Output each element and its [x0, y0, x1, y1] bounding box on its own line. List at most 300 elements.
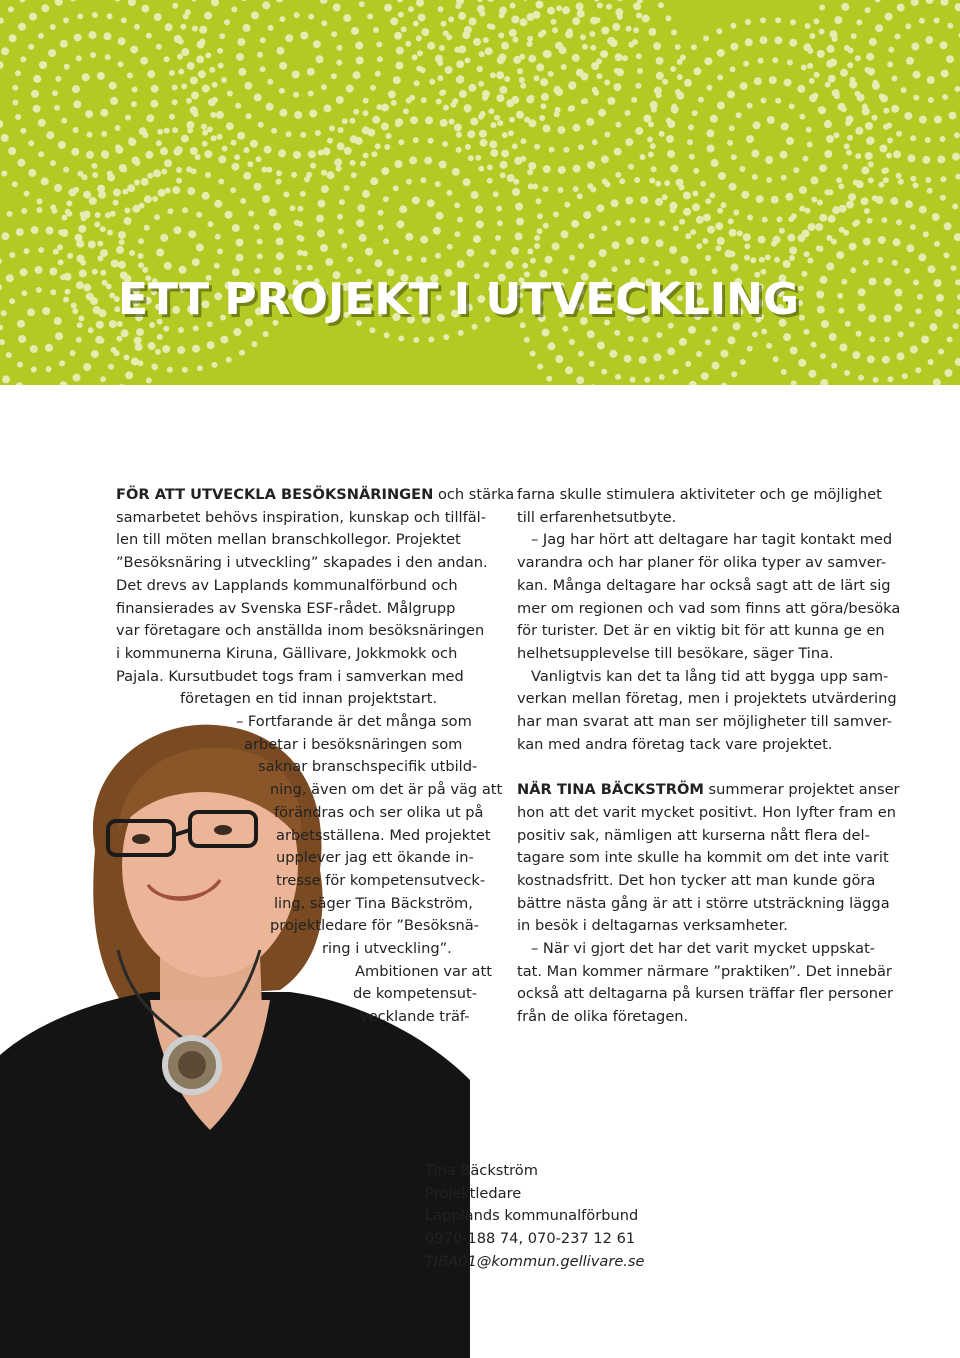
pattern-dot — [943, 252, 949, 258]
left-line: var företagare och anställda inom besöksnäringen — [116, 622, 485, 640]
pattern-dot — [121, 329, 129, 337]
left-line: Ambitionen var att — [355, 962, 492, 980]
pattern-dot — [111, 260, 119, 268]
pattern-dot — [204, 150, 212, 158]
pattern-dot — [911, 43, 919, 51]
pattern-dot — [276, 252, 284, 260]
pattern-dot — [836, 251, 844, 259]
pattern-dot — [309, 110, 317, 118]
pattern-dot — [615, 172, 621, 178]
pattern-dot — [28, 140, 34, 146]
pattern-dot — [236, 254, 244, 262]
pattern-dot — [527, 248, 533, 254]
pattern-dot — [793, 167, 799, 173]
pattern-dot — [384, 4, 392, 12]
pattern-dot — [416, 35, 422, 41]
pattern-dot — [527, 36, 533, 42]
pattern-dot — [237, 38, 245, 46]
pattern-dot — [684, 79, 692, 87]
pattern-dot — [244, 147, 250, 153]
pattern-dot — [164, 262, 172, 270]
pattern-dot — [687, 139, 693, 145]
pattern-dot — [182, 207, 188, 213]
pattern-dot — [89, 31, 97, 39]
pattern-dot — [720, 350, 728, 358]
pattern-dot — [246, 113, 252, 119]
pattern-dot — [758, 236, 766, 244]
pattern-dot — [887, 61, 893, 67]
pattern-dot — [205, 172, 211, 178]
pattern-dot — [443, 334, 449, 340]
pattern-dot — [819, 214, 827, 222]
pattern-dot — [96, 321, 104, 329]
pattern-dot — [91, 350, 99, 358]
pattern-dot — [243, 172, 251, 180]
pattern-dot — [118, 37, 126, 45]
pattern-dot — [728, 336, 736, 344]
pattern-dot — [35, 266, 43, 274]
pattern-dot — [944, 222, 952, 230]
pattern-dot — [443, 105, 449, 111]
pattern-dot — [493, 191, 499, 197]
pattern-dot — [279, 88, 285, 94]
pattern-dot — [640, 196, 648, 204]
pattern-dot — [191, 91, 199, 99]
pattern-dot — [478, 81, 484, 87]
pattern-dot — [95, 336, 103, 344]
pattern-dot — [329, 125, 335, 131]
pattern-dot — [119, 164, 127, 172]
pattern-dot — [452, 98, 458, 104]
pattern-dot — [886, 153, 892, 159]
pattern-dot — [707, 145, 715, 153]
pattern-dot — [117, 336, 123, 342]
pattern-dot — [266, 167, 272, 173]
pattern-dot — [48, 49, 56, 57]
left-line: företagen en tid innan projektstart. — [180, 690, 438, 708]
pattern-dot — [827, 45, 835, 53]
pattern-dot — [475, 155, 481, 161]
pattern-dot — [227, 91, 233, 97]
pattern-dot — [20, 128, 26, 134]
pattern-dot — [294, 111, 302, 119]
pattern-dot — [20, 56, 26, 62]
pattern-dot — [73, 187, 79, 193]
pattern-dot — [497, 220, 503, 226]
pattern-dot — [692, 203, 700, 211]
pattern-dot — [232, 224, 240, 232]
pattern-dot — [286, 131, 292, 137]
pattern-dot — [614, 83, 622, 91]
pattern-dot — [517, 68, 523, 74]
pattern-dot — [63, 17, 69, 23]
pattern-dot — [783, 333, 791, 341]
pattern-dot — [577, 193, 583, 199]
pattern-dot — [769, 76, 777, 84]
pattern-dot — [651, 166, 657, 172]
pattern-dot — [667, 120, 675, 128]
pattern-dot — [705, 255, 711, 261]
pattern-dot — [151, 85, 159, 93]
pattern-dot — [875, 24, 883, 32]
pattern-dot — [414, 80, 420, 86]
pattern-dot — [31, 367, 37, 373]
pattern-dot — [37, 198, 43, 204]
pattern-dot — [721, 202, 727, 208]
pattern-dot — [507, 174, 515, 182]
pattern-dot — [636, 13, 642, 19]
pattern-dot — [775, 98, 781, 104]
pattern-dot — [363, 153, 369, 159]
pattern-dot — [890, 197, 898, 205]
pattern-dot — [563, 147, 569, 153]
pattern-dot — [895, 289, 903, 297]
pattern-dot — [70, 350, 76, 356]
pattern-dot — [321, 170, 327, 176]
pattern-dot — [38, 33, 44, 39]
pattern-dot — [317, 229, 325, 237]
pattern-dot — [490, 249, 496, 255]
pattern-dot — [175, 146, 183, 154]
pattern-dot — [78, 315, 84, 321]
pattern-dot — [115, 125, 121, 131]
pattern-dot — [826, 262, 834, 270]
pattern-dot — [38, 247, 44, 253]
pattern-dot — [165, 188, 171, 194]
pattern-dot — [480, 111, 486, 117]
pattern-dot — [527, 169, 533, 175]
pattern-dot — [487, 164, 493, 170]
pattern-dot — [251, 11, 259, 19]
pattern-dot — [250, 140, 258, 148]
pattern-dot — [571, 220, 579, 228]
pattern-dot — [94, 222, 100, 228]
pattern-dot — [633, 27, 639, 33]
pattern-dot — [740, 359, 746, 365]
pattern-dot — [898, 331, 904, 337]
pattern-dot — [373, 27, 379, 33]
pattern-dot — [846, 150, 852, 156]
pattern-dot — [66, 211, 72, 217]
pattern-dot — [901, 87, 907, 93]
pattern-dot — [351, 27, 359, 35]
pattern-dot — [260, 66, 266, 72]
pattern-dot — [910, 346, 918, 354]
pattern-dot — [435, 253, 441, 259]
pattern-dot — [589, 361, 595, 367]
pattern-dot — [150, 100, 158, 108]
pattern-dot — [251, 341, 257, 347]
pattern-dot — [138, 253, 144, 259]
pattern-dot — [226, 122, 234, 130]
left-line: i kommunerna Kiruna, Gällivare, Jokkmokk och — [116, 644, 458, 662]
pattern-dot — [685, 361, 691, 367]
pattern-dot — [897, 4, 905, 12]
pattern-dot — [705, 339, 711, 345]
pattern-dot — [71, 148, 79, 156]
header-banner — [0, 0, 960, 385]
pattern-dot — [829, 333, 837, 341]
right-line: bättre nästa gång är att i större utsträckning lägga — [517, 894, 890, 912]
pattern-dot — [919, 206, 927, 214]
pattern-dot — [359, 1, 365, 7]
pattern-dot — [441, 21, 447, 27]
pattern-dot — [765, 254, 771, 260]
pattern-dot — [197, 365, 203, 371]
pattern-dot — [692, 191, 698, 197]
pattern-dot — [639, 356, 647, 364]
pattern-dot — [592, 139, 598, 145]
pattern-dot — [276, 237, 284, 245]
pattern-dot — [499, 7, 507, 15]
pattern-dot — [868, 314, 876, 322]
pattern-dot — [119, 239, 125, 245]
pattern-dot — [338, 127, 344, 133]
pattern-dot — [853, 180, 859, 186]
pattern-dot — [578, 351, 584, 357]
pattern-dot — [543, 223, 549, 229]
pattern-dot — [271, 128, 277, 134]
pattern-dot — [85, 110, 93, 118]
pattern-dot — [77, 322, 83, 328]
pattern-dot — [59, 360, 65, 366]
pattern-dot — [192, 26, 198, 32]
pattern-dot — [934, 241, 940, 247]
pattern-dot — [670, 165, 678, 173]
pattern-dot — [316, 55, 324, 63]
left-line: ring i utveckling”. — [322, 940, 452, 958]
pattern-dot — [12, 181, 18, 187]
pattern-dot — [337, 214, 343, 220]
pattern-dot — [805, 23, 811, 29]
pattern-dot — [191, 168, 197, 174]
pattern-dot — [880, 95, 888, 103]
pattern-dot — [88, 241, 96, 249]
pattern-dot — [717, 75, 723, 81]
pattern-dot — [497, 120, 503, 126]
pattern-dot — [934, 279, 942, 287]
pattern-dot — [297, 221, 303, 227]
pattern-dot — [817, 50, 825, 58]
pattern-dot — [471, 191, 479, 199]
pattern-dot — [181, 83, 187, 89]
pattern-dot — [485, 47, 493, 55]
pattern-dot — [435, 55, 443, 63]
pattern-dot — [152, 196, 158, 202]
pattern-dot — [118, 231, 126, 239]
pattern-dot — [512, 143, 518, 149]
pattern-dot — [670, 66, 676, 72]
pattern-dot — [671, 29, 677, 35]
pattern-dot — [505, 261, 513, 269]
pattern-dot — [58, 259, 64, 265]
pattern-dot — [317, 200, 325, 208]
pattern-dot — [905, 23, 911, 29]
pattern-dot — [293, 92, 299, 98]
pattern-dot — [384, 332, 390, 338]
pattern-dot — [606, 4, 612, 10]
pattern-dot — [406, 98, 412, 104]
pattern-dot — [83, 284, 91, 292]
pattern-dot — [457, 217, 463, 223]
pattern-dot — [86, 293, 94, 301]
pattern-dot — [427, 199, 435, 207]
pattern-dot — [395, 62, 403, 70]
pattern-dot — [396, 47, 404, 55]
article-left-column — [116, 484, 515, 1029]
pattern-dot — [600, 50, 608, 58]
pattern-dot — [879, 145, 887, 153]
pattern-dot — [218, 63, 224, 69]
pattern-dot — [81, 215, 87, 221]
pattern-dot — [410, 116, 418, 124]
pattern-dot — [490, 149, 498, 157]
pattern-dot — [581, 73, 589, 81]
pattern-dot — [715, 245, 721, 251]
pattern-dot — [869, 38, 877, 46]
pattern-dot — [861, 197, 869, 205]
pattern-dot — [765, 156, 773, 164]
pattern-dot — [805, 208, 811, 214]
pattern-dot — [293, 151, 301, 159]
pattern-dot — [336, 166, 342, 172]
pattern-dot — [597, 3, 603, 9]
pattern-dot — [181, 48, 189, 56]
pattern-dot — [488, 108, 494, 114]
contact-email[interactable]: TIBA01@kommun.gellivare.se — [425, 1252, 645, 1270]
pattern-dot — [196, 55, 204, 63]
pattern-dot — [511, 16, 519, 24]
pattern-dot — [299, 236, 305, 242]
pattern-dot — [727, 90, 735, 98]
pattern-dot — [904, 112, 912, 120]
pattern-dot — [436, 99, 442, 105]
pattern-dot — [116, 246, 124, 254]
pattern-dot — [807, 48, 813, 54]
pattern-dot — [375, 71, 381, 77]
pattern-dot — [440, 119, 448, 127]
pattern-dot — [156, 140, 162, 146]
pattern-dot — [103, 32, 111, 40]
pattern-dot — [221, 77, 227, 83]
pattern-dot — [590, 45, 596, 51]
pattern-dot — [38, 151, 44, 157]
pattern-dot — [46, 227, 54, 235]
pattern-dot — [814, 72, 820, 78]
pattern-dot — [705, 198, 711, 204]
pattern-dot — [808, 223, 816, 231]
pattern-dot — [701, 372, 709, 380]
pattern-dot — [336, 45, 342, 51]
pattern-dot — [339, 199, 345, 205]
pattern-dot — [254, 183, 262, 191]
pattern-dot — [861, 166, 869, 174]
pattern-dot — [164, 159, 172, 167]
pattern-dot — [31, 226, 39, 234]
pattern-dot — [730, 43, 738, 51]
pattern-dot — [50, 160, 56, 166]
right-line: mer om regionen och vad som finns att göra/besöka — [517, 599, 901, 617]
pattern-dot — [465, 57, 471, 63]
pattern-dot — [530, 351, 536, 357]
pattern-dot — [60, 229, 68, 237]
pattern-dot — [440, 89, 446, 95]
pattern-dot — [817, 306, 825, 314]
pattern-dot — [826, 235, 832, 241]
pattern-dot — [502, 132, 508, 138]
pattern-dot — [18, 23, 26, 31]
pattern-dot — [464, 26, 472, 34]
pattern-dot — [101, 131, 107, 137]
pattern-dot — [904, 268, 910, 274]
pattern-dot — [648, 121, 654, 127]
pattern-dot — [717, 102, 725, 110]
pattern-dot — [743, 233, 751, 241]
pattern-dot — [156, 44, 162, 50]
pattern-dot — [511, 96, 519, 104]
pattern-dot — [656, 57, 664, 65]
pattern-dot — [127, 73, 133, 79]
pattern-dot — [466, 105, 472, 111]
pattern-dot — [609, 350, 617, 358]
pattern-dot — [125, 115, 131, 121]
pattern-dot — [334, 158, 342, 166]
pattern-dot — [893, 150, 901, 158]
pattern-dot — [494, 115, 500, 121]
pattern-dot — [456, 76, 464, 84]
pattern-dot — [858, 375, 864, 381]
pattern-dot — [105, 54, 111, 60]
pattern-dot — [75, 234, 83, 242]
pattern-dot — [766, 343, 772, 349]
pattern-dot — [92, 172, 98, 178]
left-line: projektledare för ”Besöksnä- — [270, 917, 479, 935]
pattern-dot — [107, 174, 115, 182]
pattern-dot — [483, 262, 489, 268]
right-line: också att deltagarna på kursen träffar fler personer — [517, 985, 894, 1003]
pattern-dot — [815, 223, 823, 231]
pattern-dot — [761, 98, 767, 104]
pattern-dot — [741, 191, 749, 199]
pattern-dot — [154, 13, 162, 21]
pattern-dot — [781, 123, 789, 131]
right-line: in besök i deltagarnas verksamheter. — [517, 917, 788, 935]
pattern-dot — [225, 211, 233, 219]
pattern-dot — [908, 154, 916, 162]
pattern-dot — [541, 93, 549, 101]
pattern-dot — [801, 65, 807, 71]
pattern-dot — [50, 289, 56, 295]
pattern-dot — [665, 15, 671, 21]
pattern-dot — [615, 220, 621, 226]
pattern-dot — [573, 165, 581, 173]
pattern-dot — [144, 225, 150, 231]
pattern-dot — [100, 270, 106, 276]
pattern-dot — [906, 244, 914, 252]
pattern-dot — [31, 90, 39, 98]
right-line: positiv sak, nämligen att kurserna nått flera del- — [517, 826, 870, 844]
pattern-dot — [141, 178, 149, 186]
pattern-dot — [596, 204, 604, 212]
pattern-dot — [543, 165, 551, 173]
left-line: len till möten mellan branschkollegor. Projektet — [116, 531, 461, 549]
pattern-dot — [17, 362, 23, 368]
pattern-dot — [141, 5, 149, 13]
pattern-dot — [487, 23, 493, 29]
pattern-dot — [92, 269, 98, 275]
contact-organization: Lapplands kommunalförbund — [425, 1207, 639, 1225]
pattern-dot — [653, 260, 659, 266]
